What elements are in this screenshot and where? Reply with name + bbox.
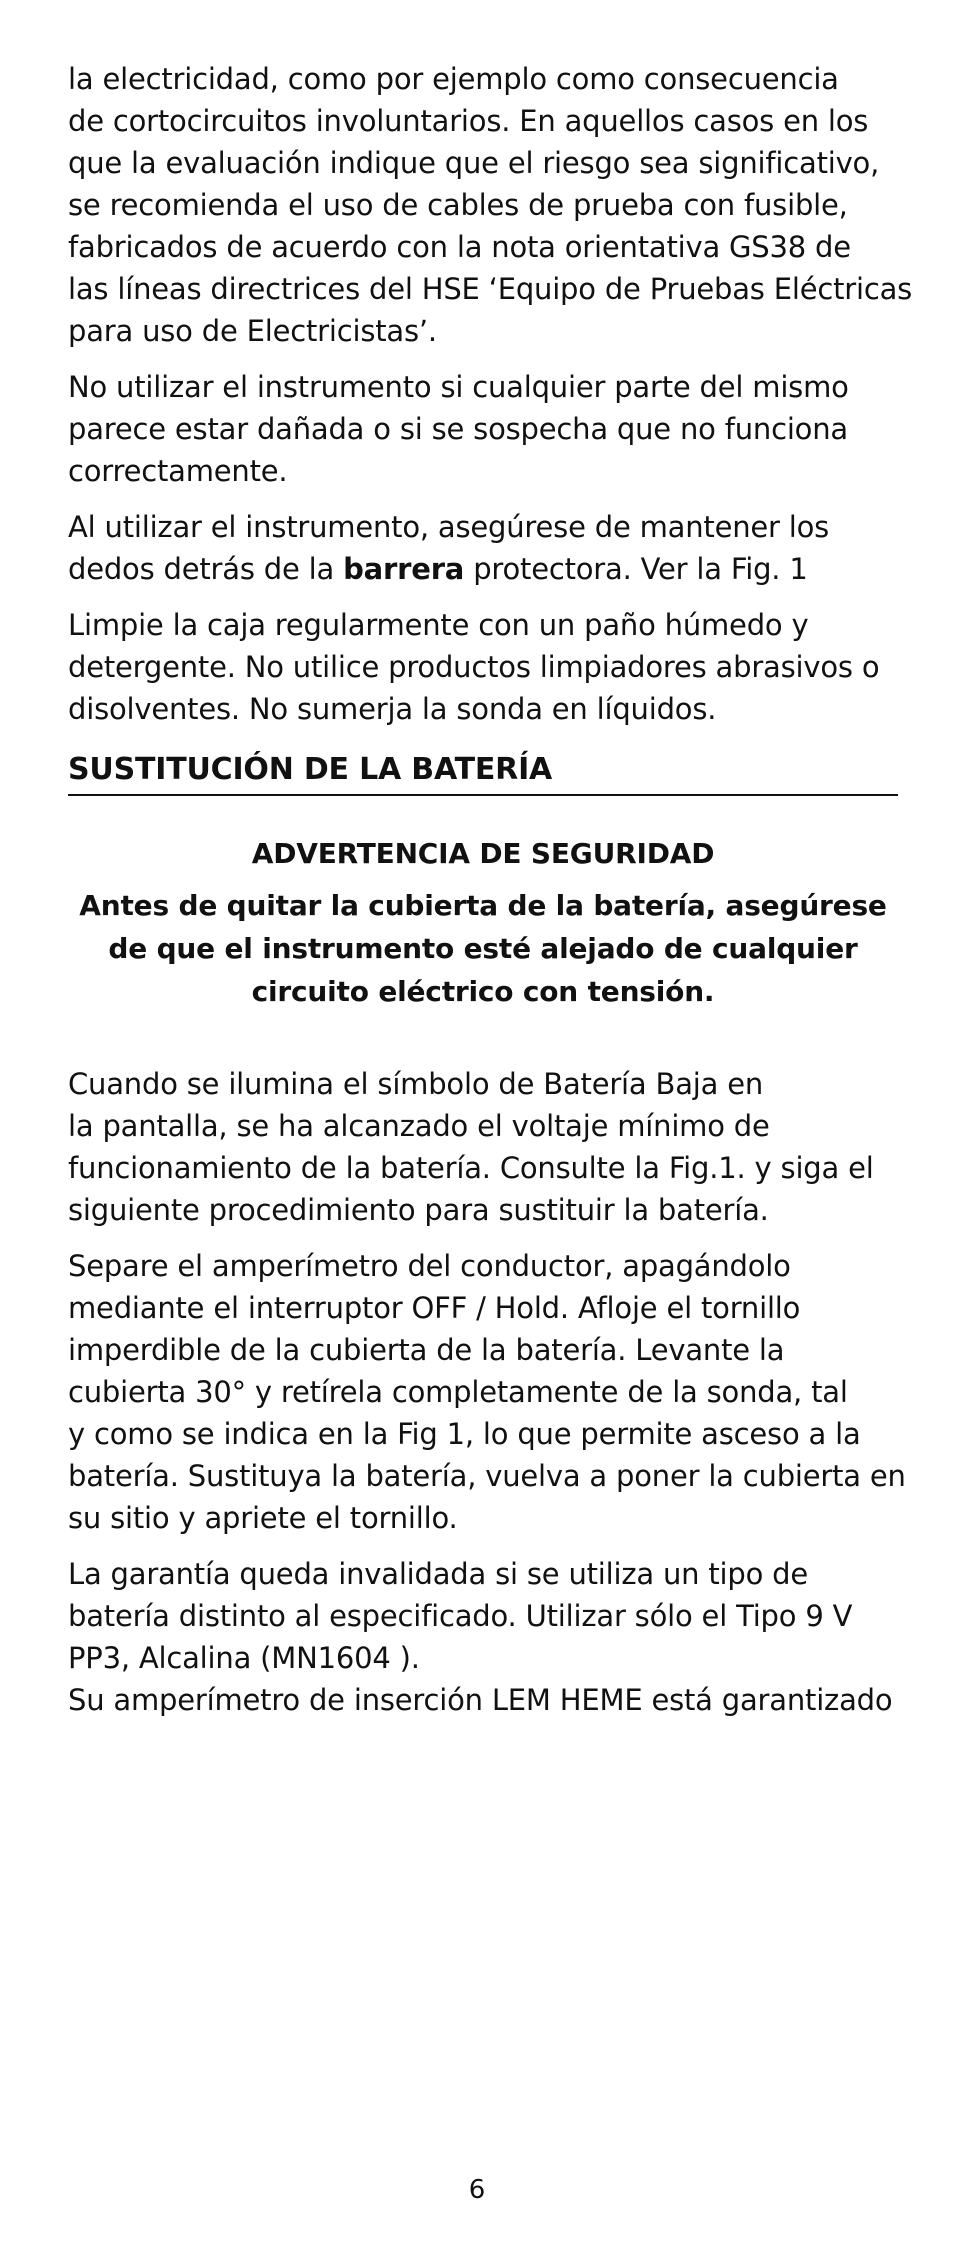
text-line: su sitio y apriete el tornillo.: [68, 1501, 458, 1535]
text-line: para uso de Electricistas’.: [68, 314, 437, 348]
section-heading: SUSTITUCIÓN DE LA BATERÍA: [68, 748, 898, 796]
paragraph-replacement-procedure: [68, 1245, 906, 1539]
text-line: PP3, Alcalina (MN1604 ).: [68, 1641, 420, 1675]
text-line: siguiente procedimiento para sustituir la batería.: [68, 1193, 769, 1227]
text-line: imperdible de la cubierta de la batería. Levante la: [68, 1333, 785, 1367]
text-line: Cuando se ilumina el símbolo de Batería Baja en: [68, 1067, 764, 1101]
text-line: se recomienda el uso de cables de prueba con fusible,: [68, 188, 848, 222]
text-line: cubierta 30° y retírela completamente de la sonda, tal: [68, 1375, 848, 1409]
text-line: la pantalla, se ha alcanzado el voltaje mínimo de: [68, 1109, 770, 1143]
text-line: funcionamiento de la batería. Consulte la Fig.1. y siga el: [68, 1151, 874, 1185]
document-page: [68, 58, 913, 1735]
text-line: parece estar dañada o si se sospecha que no funciona: [68, 412, 848, 446]
text-line: fabricados de acuerdo con la nota orientativa GS38 de: [68, 230, 851, 264]
text-line: Al utilizar el instrumento, asegúrese de mantener los: [68, 510, 830, 544]
text-line: batería. Sustituya la batería, vuelva a poner la cubierta en: [68, 1459, 906, 1493]
text-line: mediante el interruptor OFF / Hold. Afloje el tornillo: [68, 1291, 801, 1325]
warning-body: [68, 884, 898, 1013]
paragraph-warranty: [68, 1553, 898, 1721]
safety-warning: [68, 834, 898, 1013]
text-line: La garantía queda invalidada si se utiliza un tipo de: [68, 1557, 809, 1591]
text-line: detergente. No utilice productos limpiadores abrasivos o: [68, 650, 880, 684]
text-line: No utilizar el instrumento si cualquier parte del mismo: [68, 370, 849, 404]
paragraph-damaged-instrument: [68, 366, 898, 492]
text-run: protectora. Ver la Fig. 1: [464, 552, 808, 586]
text-line: disolventes. No sumerja la sonda en líquidos.: [68, 692, 717, 726]
text-line: [68, 548, 898, 590]
text-line: las líneas directrices del HSE ‘Equipo de Pruebas Eléctricas: [68, 272, 913, 306]
warning-line: de que el instrumento esté alejado de cualquier: [108, 932, 858, 965]
text-line: de cortocircuitos involuntarios. En aquellos casos en los: [68, 104, 869, 138]
text-line: que la evaluación indique que el riesgo sea significativo,: [68, 146, 880, 180]
page-number: 6: [468, 2175, 486, 2205]
text-line: correctamente.: [68, 454, 288, 488]
warning-title: ADVERTENCIA DE SEGURIDAD: [251, 837, 715, 870]
warning-line: circuito eléctrico con tensión.: [251, 975, 715, 1008]
paragraph-cleaning: [68, 604, 898, 730]
text-line: Su amperímetro de inserción LEM HEME está garantizado: [68, 1683, 893, 1717]
text-line: batería distinto al especificado. Utilizar sólo el Tipo 9 V: [68, 1599, 853, 1633]
text-line: la electricidad, como por ejemplo como consecuencia: [68, 62, 839, 96]
text-line: y como se indica en la Fig 1, lo que permite asceso a la: [68, 1417, 861, 1451]
text-line: Limpie la caja regularmente con un paño húmedo y: [68, 608, 809, 642]
warning-line: Antes de quitar la cubierta de la batería, asegúrese: [79, 889, 887, 922]
text-line: Separe el amperímetro del conductor, apagándolo: [68, 1249, 791, 1283]
paragraph-low-battery: [68, 1063, 898, 1231]
paragraph-electricity-risk: [68, 58, 913, 352]
text-run: dedos detrás de la: [68, 552, 344, 586]
bold-word-barrera: barrera: [343, 552, 465, 586]
paragraph-finger-barrier: [68, 506, 898, 590]
